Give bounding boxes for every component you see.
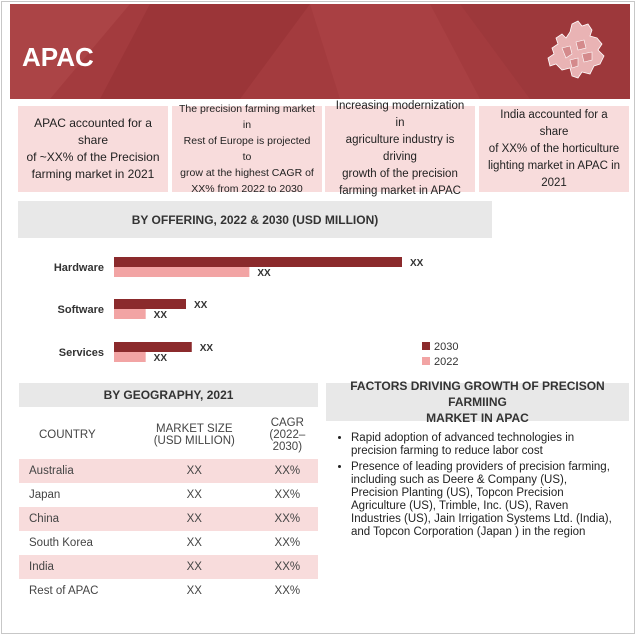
stat-line: lighting market in APAC in (487, 159, 621, 172)
category-label: Software (57, 304, 104, 316)
category-label: Services (58, 347, 104, 359)
market-size-cell: XX (132, 555, 257, 579)
country-cell: Australia (19, 459, 132, 483)
bar-2022 (114, 352, 146, 362)
bar-value-label: XX (153, 353, 168, 364)
legend-label: 2022 (434, 356, 459, 368)
table-row (19, 579, 318, 603)
category-label: Hardware (53, 262, 104, 274)
market-size-cell: XX (186, 489, 202, 501)
factors-title-line: FACTORS DRIVING GROWTH OF PRECISON FARMIING (350, 379, 605, 409)
stat-box-india-share (479, 106, 629, 192)
table-row (19, 483, 318, 507)
factors-title-line: MARKET IN APAC (426, 411, 529, 425)
stat-line: farming market in APAC (339, 185, 461, 197)
column-header-market-size: MARKET SIZE (USD MILLION) (153, 423, 235, 447)
page-title: APAC (22, 42, 94, 72)
column-header-country: COUNTRY (39, 429, 96, 441)
bar-2022 (114, 309, 146, 319)
bar-value-label: XX (257, 268, 271, 279)
market-size-cell: XX (186, 585, 202, 597)
country-cell: India (19, 555, 132, 579)
market-size-cell: XX (132, 459, 257, 483)
stat-line: India accounted for a share (500, 108, 608, 138)
stat-line: of XX% of the horticulture (488, 142, 620, 155)
legend-label: 2030 (434, 341, 459, 353)
legend-swatch-2030 (422, 342, 430, 350)
cagr-cell: XX% (257, 507, 318, 531)
factor-item: • Rapid adoption of advanced technologies in precision farming to reduce labor cost (351, 432, 626, 458)
stat-line: APAC accounted for a share (34, 116, 152, 147)
bar-value-label: XX (410, 258, 424, 269)
country-cell: South Korea (29, 537, 93, 549)
market-size-cell: XX (186, 537, 202, 549)
europe-map-icon (542, 18, 612, 88)
market-size-cell: XX (132, 507, 257, 531)
stat-line: 2021 (541, 176, 567, 189)
offering-bar-chart (18, 240, 492, 380)
cagr-cell: XX% (274, 489, 301, 501)
bar-2022 (114, 267, 249, 277)
factor-item: • Presence of leading providers of precision farming, including such as Deere & Company (US), Precision Planting (US), Topcon Precision Agriculture (US), Trimble, Inc. (US), Raven Industries (US), Jain Irrigation Systems Ltd. (India), and Topcon Corporation (Japan ) in the region (351, 461, 626, 539)
factors-title (326, 379, 629, 425)
bar-value-label: XX (153, 310, 168, 321)
country-cell: China (19, 507, 132, 531)
table-row (19, 531, 318, 555)
legend-swatch-2022 (422, 357, 430, 365)
country-cell: Japan (29, 489, 61, 501)
column-header-cagr: CAGR (2022– 2030) (269, 417, 306, 453)
bar-value-label: XX (199, 343, 214, 354)
stat-line: Rest of Europe is projected to (183, 135, 311, 163)
stat-line: The precision farming market in (179, 103, 315, 131)
stat-line: growth of the precision (342, 168, 458, 180)
geography-table (19, 411, 318, 603)
country-cell: Rest of APAC (29, 585, 99, 597)
bar-value-label: XX (194, 300, 208, 311)
table-header-row (19, 411, 318, 459)
table-row (19, 459, 318, 483)
stat-box-apac-share (18, 106, 168, 192)
table-row (19, 507, 318, 531)
bar-2030 (114, 299, 186, 309)
offering-chart-title: BY OFFERING, 2022 & 2030 (USD MILLION) (18, 201, 492, 238)
cagr-cell: XX% (257, 459, 318, 483)
stat-box-rest-of-europe-cagr (172, 103, 322, 195)
cagr-cell: XX% (274, 537, 301, 549)
bar-2030 (114, 342, 192, 352)
factors-list-box (326, 422, 626, 622)
table-row (19, 555, 318, 579)
geography-title: BY GEOGRAPHY, 2021 (19, 383, 318, 407)
header-banner (10, 4, 630, 99)
stat-line: XX% from 2022 to 2030 (191, 183, 303, 195)
stat-line: farming market in 2021 (31, 167, 155, 181)
cagr-cell: XX% (257, 555, 318, 579)
stat-line: agriculture industry is driving (345, 134, 455, 163)
bar-2030 (114, 257, 402, 267)
stat-line: grow at the highest CAGR of (180, 167, 314, 179)
stat-line: Increasing modernization in (335, 100, 465, 129)
stat-box-modernization (325, 100, 475, 197)
cagr-cell: XX% (274, 585, 301, 597)
factors-list (336, 432, 626, 539)
stat-line: of ~XX% of the Precision (26, 150, 160, 164)
banner-pattern (10, 4, 630, 99)
